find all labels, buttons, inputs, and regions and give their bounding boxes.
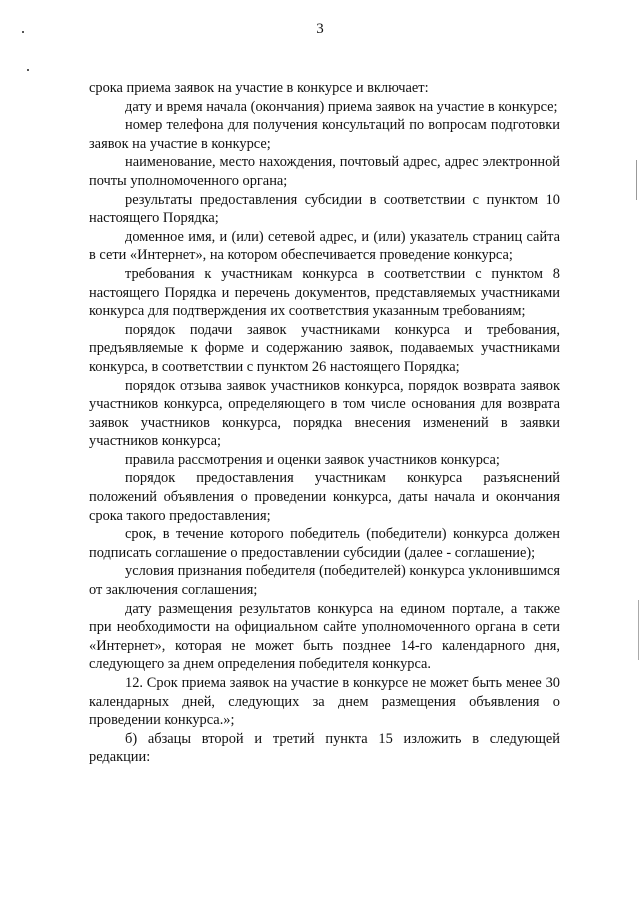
paragraph-item: доменное имя, и (или) сетевой адрес, и (или) указатель страниц сайта в сети «Интернет», на котором обеспечивается проведение конкурса; (89, 228, 560, 264)
paragraph-item: номер телефона для получения консультаций по вопросам подготовки заявок на участие в конкурсе; (89, 117, 560, 152)
paragraph-item: дату размещения результатов конкурса на едином портале, а также при необходимости на официальном сайте уполномоченного органа в сети «Интернет», которая не может быть позднее 14-го календарного дня, следующего за днем определения победителя конкурса. (89, 600, 560, 673)
paragraph-item: наименование, место нахождения, почтовый адрес, адрес электронной почты уполномоченного органа; (89, 154, 560, 189)
paragraph-item: порядок подачи заявок участниками конкурса и требования, предъявляемые к форме и содержанию заявок, подаваемых участниками конкурса, в соответствии с пунктом 26 настоящего Порядка; (89, 321, 560, 375)
paragraph-clause-12: 12. Срок приема заявок на участие в конкурсе не может быть менее 30 календарных дней, следующих за днем размещения объявления о проведении конкурса.»; (89, 675, 560, 729)
paragraph-item: порядок предоставления участникам конкурса разъяснений положений объявления о проведении конкурса, даты начала и окончания срока такого предоставления; (89, 470, 560, 524)
paragraph-item: правила рассмотрения и оценки заявок участников конкурса; (125, 451, 500, 468)
paragraph-item: результаты предоставления субсидии в соответствии с пунктом 10 настоящего Порядка; (89, 191, 560, 227)
paragraph-item: условия признания победителя (победителей) конкурса уклонившимся от заключения соглашения; (89, 563, 560, 599)
document-body (89, 79, 560, 767)
scan-edge-line (636, 160, 637, 200)
paragraph-amendment: б) абзацы второй и третий пункта 15 изложить в следующей редакции: (89, 730, 560, 766)
paragraph-continuation: срока приема заявок на участие в конкурсе и включает: (89, 80, 429, 96)
paragraph-item: дату и время начала (окончания) приема заявок на участие в конкурсе; (125, 98, 558, 115)
scan-edge-line (638, 600, 639, 660)
paragraph-item: срок, в течение которого победитель (победители) конкурса должен подписать соглашение о предоставлении субсидии (далее - соглашение); (89, 526, 560, 561)
page-number: 3 (316, 21, 324, 37)
paragraph-item: требования к участникам конкурса в соответствии с пунктом 8 настоящего Порядка и перечень документов, представляемых участниками конкурса для подтверждения их соответствия указанным требованиям; (89, 265, 560, 320)
scan-artifact (27, 69, 29, 71)
paragraph-item: порядок отзыва заявок участников конкурса, порядок возврата заявок участников конкурса, определяющего в том числе основания для возврата заявок участников конкурса, порядка внесения изменений в заявки участников конкурса; (89, 377, 560, 450)
